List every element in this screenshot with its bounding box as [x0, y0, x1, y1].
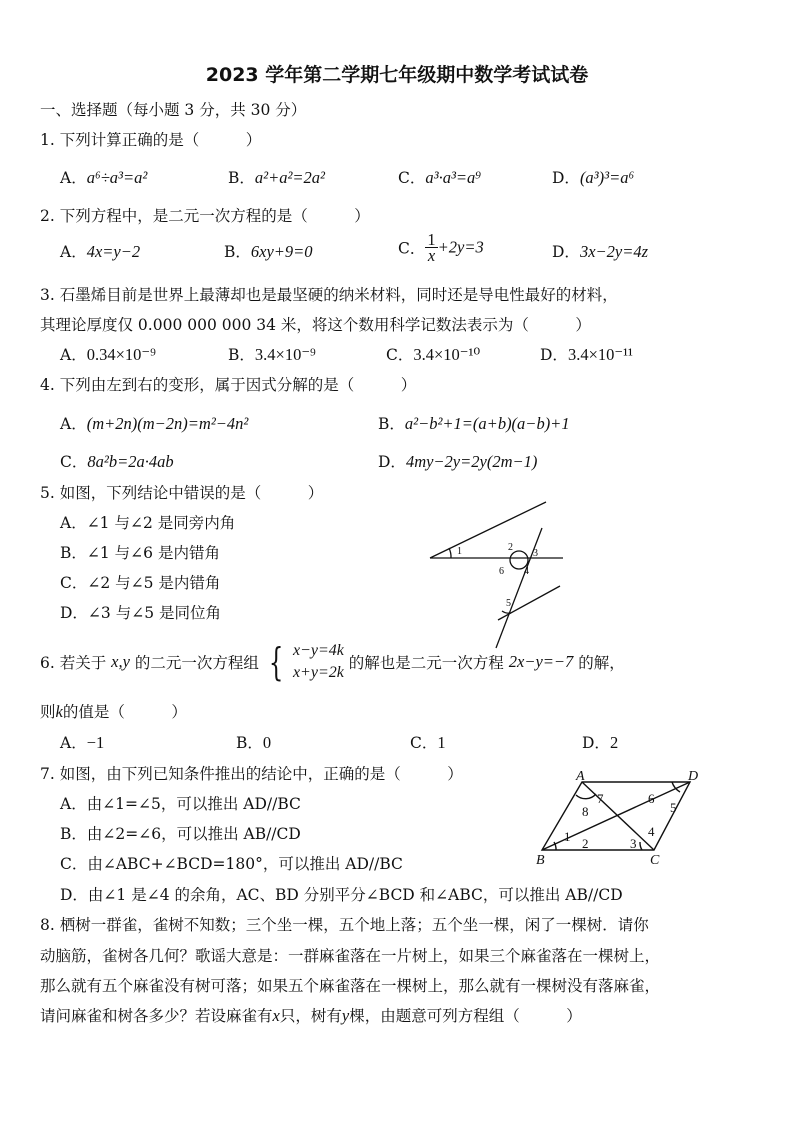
q5-stem: 5. 如图，下列结论中错误的是（ ）: [40, 484, 324, 502]
q7-vertex-a: A: [576, 770, 585, 784]
q2-option-c: C． $\frac{1}{x}$ +2y=3: [398, 230, 484, 265]
fraction-1-over-x: $\frac{1}{x}$: [427, 230, 436, 265]
q1-option-d: D．(a³)³=a⁶: [552, 168, 635, 187]
q5-label-5: 5: [506, 598, 511, 609]
q5-option-d: D．∠3 与∠5 是同位角: [60, 604, 221, 622]
q7-option-d: D．由∠1 是∠4 的余角，AC、BD 分别平分∠BCD 和∠ABC，可以推出 AB//CD: [60, 886, 623, 904]
q7-angle-3: 3: [630, 836, 637, 851]
q1-option-a: A．a⁶÷a³=a²: [60, 168, 148, 187]
q3-option-b: B．3.4×10⁻⁹: [228, 345, 316, 364]
q7-angle-arc-c: [640, 842, 642, 850]
q3-stem-line2: 其理论厚度仅 0.000 000 000 34 米，将这个数用科学记数法表示为（ ）: [40, 316, 591, 334]
equation-system: x−y=4k x+y=2k: [292, 642, 344, 681]
section-heading: 一、选择题（每小题 3 分，共 30 分）: [40, 101, 307, 119]
q5-transversal: [496, 528, 542, 648]
q4-option-d: D．4my−2y=2y(2m−1): [378, 452, 538, 471]
q1-option-b: B．a²+a²=2a²: [228, 168, 325, 187]
q5-option-a: A．∠1 与∠2 是同旁内角: [60, 514, 236, 532]
q4-option-c: C．8a²b=2a·4ab: [60, 452, 174, 471]
q7-angle-8: 8: [582, 804, 589, 819]
q7-vertex-b: B: [536, 853, 545, 868]
q5-label-4: 4: [524, 566, 529, 577]
q8-line3: 那么就有五个麻雀没有树可落；如果五个麻雀落在一棵树上，那么就有一棵树没有落麻雀，: [40, 977, 661, 995]
q7-stem: 7. 如图，由下列已知条件推出的结论中，正确的是（ ）: [40, 765, 463, 783]
equation-system-brace: {: [268, 640, 284, 684]
q2-stem: 2. 下列方程中，是二元一次方程的是（ ）: [40, 207, 370, 225]
q7-vertex-d: D: [688, 770, 699, 784]
q7-angle-4: 4: [648, 824, 655, 839]
q7-angle-2: 2: [582, 836, 589, 851]
q7-diagonal-ac: [582, 782, 654, 850]
q6-option-b: B．0: [236, 733, 272, 752]
q2-option-d: D．3x−2y=4z: [552, 242, 649, 261]
q6-stem-line1: 6. 若关于 x,y 的二元一次方程组 { x−y=4k x+y=2k 的解也是二元一次方程 2x−y=−7 的解，: [40, 640, 625, 684]
q6-option-a: A．−1: [60, 733, 105, 752]
q7-vertex-c: C: [650, 853, 660, 868]
q5-label-2: 2: [508, 542, 513, 553]
q2-option-b: B．6xy+9=0: [224, 242, 313, 261]
q7-angle-1: 1: [564, 829, 571, 844]
q5-figure: [420, 500, 570, 660]
q3-option-a: A．0.34×10⁻⁹: [60, 345, 156, 364]
q3-option-c: C．3.4×10⁻¹⁰: [386, 345, 481, 364]
q5-label-1: 1: [457, 546, 462, 557]
q1-stem: 1. 下列计算正确的是（ ）: [40, 131, 262, 149]
q8-line1: 8. 栖树一群雀，雀树不知数；三个坐一棵，五个地上落；五个坐一棵，闲了一棵树．请你: [40, 916, 649, 934]
q3-option-d: D．3.4×10⁻¹¹: [540, 345, 633, 364]
q7-angle-5: 5: [670, 800, 677, 815]
q7-option-b: B．由∠2=∠6，可以推出 AB//CD: [60, 825, 301, 843]
q5-upper-ray: [430, 502, 546, 558]
q3-stem-line1: 3. 石墨烯目前是世界上最薄却也是最坚硬的纳米材料，同时还是导电性最好的材料，: [40, 286, 618, 304]
q7-angle-arc-a: [576, 794, 596, 799]
q7-option-c: C．由∠ABC+∠BCD=180°，可以推出 AD//BC: [60, 855, 403, 873]
q4-option-a: A．(m+2n)(m−2n)=m²−4n²: [60, 414, 249, 433]
page-title: 2023 学年第二学期七年级期中数学考试试卷: [205, 64, 589, 86]
q4-stem: 4. 下列由左到右的变形，属于因式分解的是（ ）: [40, 376, 417, 394]
q7-angle-7: 7: [597, 791, 604, 806]
q6-stem-line2: 则k的值是（ ）: [40, 702, 187, 721]
q6-option-d: D．2: [582, 733, 619, 752]
q5-angle-arc-1: [449, 548, 451, 558]
q7-figure: [530, 770, 710, 870]
q4-option-b: B．a²−b²+1=(a+b)(a−b)+1: [378, 414, 570, 433]
q1-option-c: C．a³·a³=a⁹: [398, 168, 482, 187]
q5-option-b: B．∠1 与∠6 是内错角: [60, 544, 220, 562]
q5-label-6: 6: [499, 566, 504, 577]
q7-angle-6: 6: [648, 791, 655, 806]
q6-option-c: C．1: [410, 733, 446, 752]
q8-line2: 动脑筋，雀树各几何？歌谣大意是：一群麻雀落在一片树上，如果三个麻雀落在一棵树上，: [40, 947, 661, 965]
q7-option-a: A．由∠1=∠5，可以推出 AD//BC: [60, 795, 301, 813]
q8-line4: 请问麻雀和树各多少？若设麻雀有x只，树有y棵，由题意可列方程组（ ）: [40, 1006, 582, 1025]
q2-option-a: A．4x=y−2: [60, 242, 141, 261]
q5-option-c: C．∠2 与∠5 是内错角: [60, 574, 221, 592]
q5-label-3: 3: [533, 548, 538, 559]
